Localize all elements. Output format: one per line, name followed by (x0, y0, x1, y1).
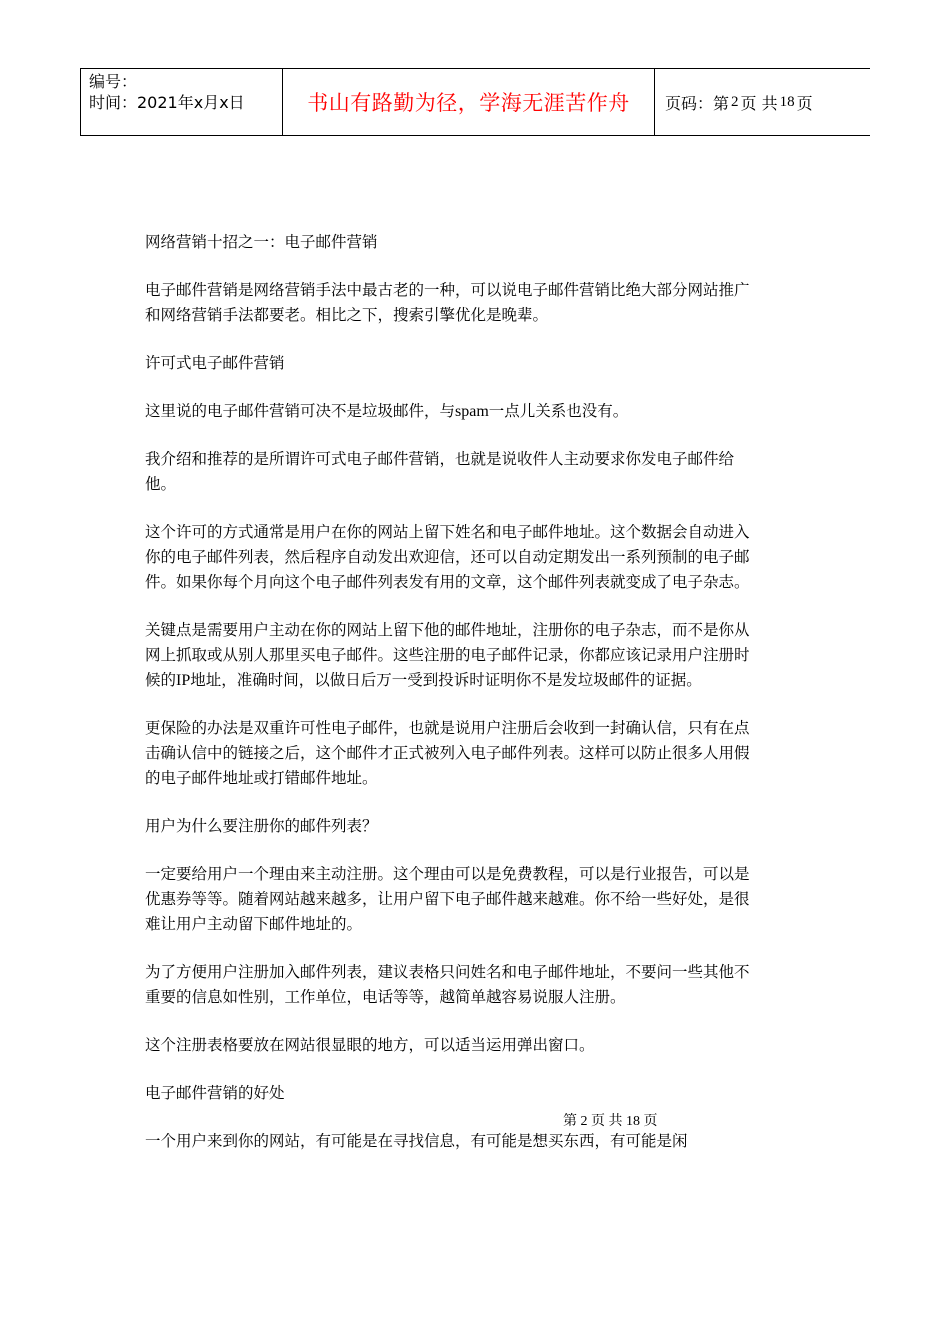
header-motto-cell (283, 69, 655, 135)
time-label: 时间：2021年x月x日 (89, 93, 245, 112)
paragraph: 我介绍和推荐的是所谓许可式电子邮件营销，也就是说收件人主动要求你发电子邮件给他。 (145, 450, 735, 493)
page-indicator (655, 69, 870, 135)
paragraph-text: 地址，准确时间，以做日后万一受到投诉时证明你不是发垃圾邮件的证据。 (190, 671, 702, 689)
paragraph-text-latin: spam (455, 403, 489, 420)
section-heading: 网络营销十招之一：电子邮件营销 (145, 233, 378, 251)
paragraph (145, 618, 755, 693)
paragraph: 这个许可的方式通常是用户在你的网站上留下姓名和电子邮件地址。这个数据会自动进入你的电子邮件列表，然后程序自动发出欢迎信，还可以自动定期发出一系列预制的电子邮件。如果你每个月向这个电子邮件列表发有用的文章，这个邮件列表就变成了电子杂志。 (145, 523, 750, 591)
page-footer: 第 2 页 共 18 页 (563, 1114, 658, 1129)
paragraph-text: 一点儿关系也没有。 (488, 402, 629, 420)
paragraph: 电子邮件营销是网络营销手法中最古老的一种，可以说电子邮件营销比绝大部分网站推广和网络营销手法都要老。相比之下，搜索引擎优化是晚辈。 (145, 281, 750, 324)
document-body (145, 230, 755, 1177)
page-prefix: 页码：第 (665, 93, 730, 113)
paragraph: 一个用户来到你的网站，有可能是在寻找信息，有可能是想买东西，有可能是闲 (145, 1132, 688, 1150)
page-mid: 页 共 (740, 93, 778, 113)
section-heading: 电子邮件营销的好处 (145, 1084, 285, 1102)
motto: 书山有路勤为径，学海无涯苦作舟 (307, 91, 630, 115)
page-header (80, 68, 870, 136)
page-total: 18 (779, 93, 795, 110)
paragraph-text: 关键点是需要用户主动在你的网站上留下他的邮件地址，注册你的电子杂志，而不是你从网上抓取或从别人那里买电子邮件。这些注册的电子邮件记录，你都应该记录用户注册时候的 (145, 621, 750, 689)
paragraph-text-latin: IP (176, 672, 191, 689)
section-heading: 许可式电子邮件营销 (145, 354, 285, 372)
section-heading: 用户为什么要注册你的邮件列表？ (145, 817, 378, 835)
page-suffix: 页 (796, 93, 813, 113)
page-current: 2 (731, 93, 739, 110)
paragraph: 这个注册表格要放在网站很显眼的地方，可以适当运用弹出窗口。 (145, 1036, 595, 1054)
paragraph (145, 399, 755, 424)
paragraph: 更保险的办法是双重许可性电子邮件，也就是说用户注册后会收到一封确认信，只有在点击确认信中的链接之后，这个邮件才正式被列入电子邮件列表。这样可以防止很多人用假的电子邮件地址或打错邮件地址。 (145, 719, 750, 787)
paragraph: 为了方便用户注册加入邮件列表，建议表格只问姓名和电子邮件地址，不要问一些其他不重要的信息如性别，工作单位，电话等等，越简单越容易说服人注册。 (145, 963, 750, 1006)
paragraph: 一定要给用户一个理由来主动注册。这个理由可以是免费教程，可以是行业报告，可以是优惠券等等。随着网站越来越多，让用户留下电子邮件越来越难。你不给一些好处，是很难让用户主动留下邮件地址的。 (145, 865, 750, 933)
header-meta (81, 69, 283, 135)
number-label: 编号： (89, 72, 138, 91)
paragraph-text: 这里说的电子邮件营销可决不是垃圾邮件，与 (145, 402, 456, 420)
